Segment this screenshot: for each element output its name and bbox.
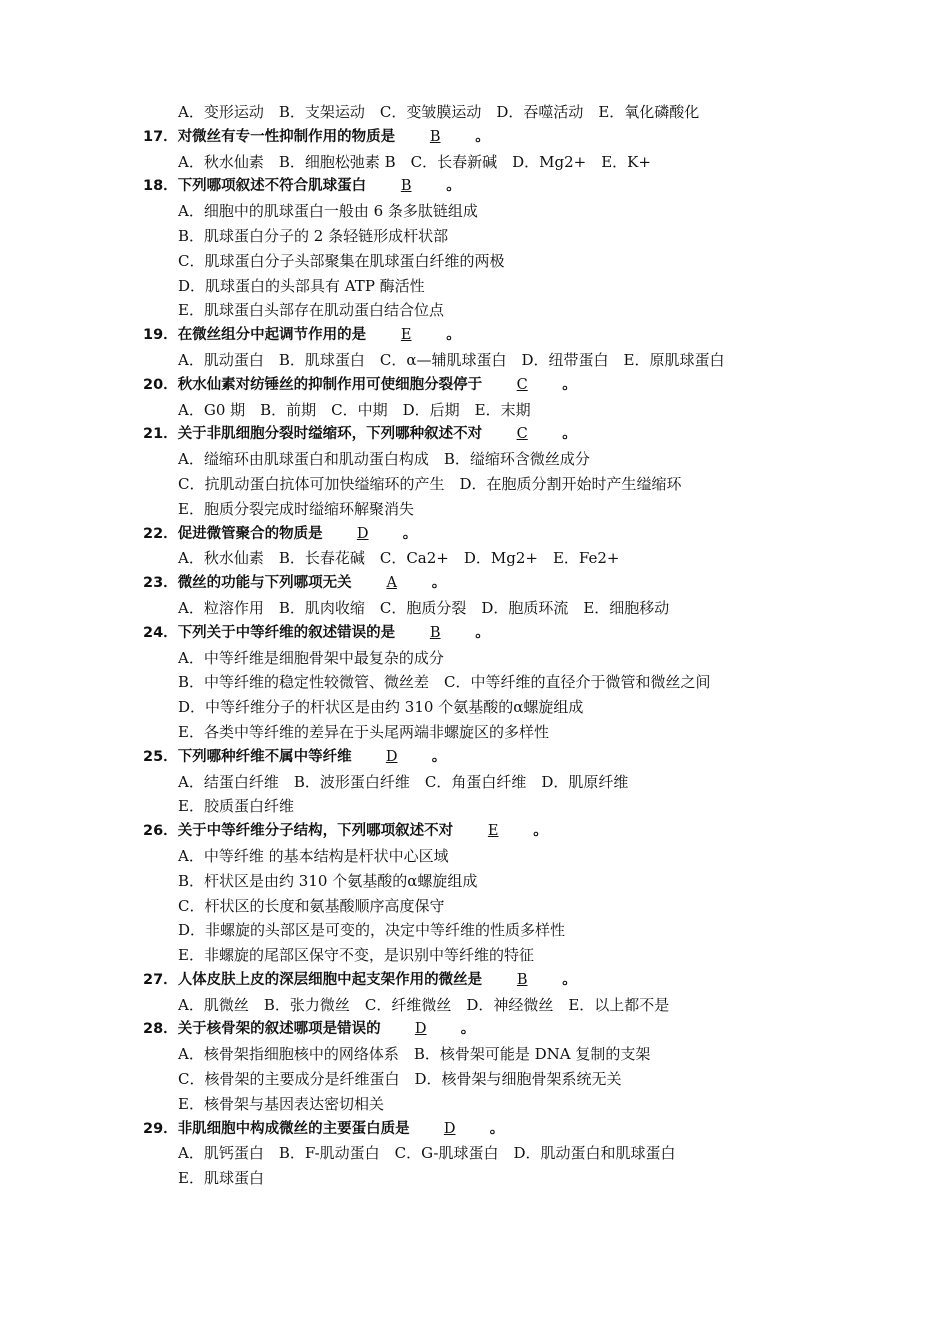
option-line: A．细胞中的肌球蛋白一般由 6 条多肽链组成 xyxy=(178,202,478,221)
question-text: 下列哪种纤维不属中等纤维 xyxy=(177,748,352,765)
question-line xyxy=(0,373,950,398)
question-line xyxy=(0,323,950,348)
question-number: 17． xyxy=(143,128,178,145)
question-line xyxy=(0,968,950,993)
option-line: A．缢缩环由肌球蛋白和肌动蛋白构成 B．缢缩环含微丝成分 xyxy=(178,450,590,469)
answer-blank: C xyxy=(516,426,528,443)
option-line: C．核骨架的主要成分是纤维蛋白 D．核骨架与细胞骨架系统无关 xyxy=(178,1070,622,1089)
answer-blank: D xyxy=(414,1021,427,1038)
question-text: 对微丝有专一性抑制作用的物质是 xyxy=(177,128,396,145)
question-text: 在微丝组分中起调节作用的是 xyxy=(177,327,367,344)
question-text: 人体皮肤上皮的深层细胞中起支架作用的微丝是 xyxy=(177,971,483,988)
question-end-mark: 。 xyxy=(402,525,418,542)
question-line xyxy=(0,422,950,447)
question-number: 24． xyxy=(143,624,178,641)
question-text: 秋水仙素对纺锤丝的抑制作用可使细胞分裂停于 xyxy=(177,376,483,393)
answer-blank: E xyxy=(487,823,499,840)
option-line: D．非螺旋的头部区是可变的，决定中等纤维的性质多样性 xyxy=(178,921,566,940)
question-line xyxy=(0,745,950,770)
option-line: D．肌球蛋白的头部具有 ATP 酶活性 xyxy=(178,276,425,295)
question-line xyxy=(0,571,950,596)
question-number: 18． xyxy=(143,178,178,195)
option-line: C．杆状区的长度和氨基酸顺序高度保守 xyxy=(178,896,445,915)
option-line: E．肌球蛋白 xyxy=(178,1169,264,1188)
answer-blank: A xyxy=(386,575,397,592)
question-text: 促进微管聚合的物质是 xyxy=(177,525,323,542)
option-line: A．G0 期 B．前期 C．中期 D．后期 E．末期 xyxy=(178,400,531,419)
option-line: B．杆状区是由约 310 个氨基酸的α螺旋组成 xyxy=(178,871,478,890)
question-line xyxy=(0,125,950,150)
answer-blank: B xyxy=(400,178,412,195)
answer-blank: C xyxy=(516,376,528,393)
question-line xyxy=(0,174,950,199)
option-line: A．核骨架指细胞核中的网络体系 B．核骨架可能是 DNA 复制的支架 xyxy=(178,1045,651,1064)
question-number: 22． xyxy=(143,525,178,542)
option-line: E．胶质蛋白纤维 xyxy=(178,797,294,816)
question-number: 20． xyxy=(143,376,178,393)
answer-blank: D xyxy=(356,525,369,542)
question-text: 下列哪项叙述不符合肌球蛋白 xyxy=(177,178,367,195)
document-page xyxy=(0,100,950,1191)
question-number: 25． xyxy=(143,748,178,765)
option-line: E．非螺旋的尾部区保守不变，是识别中等纤维的特征 xyxy=(178,946,534,965)
option-line: A．中等纤维是细胞骨架中最复杂的成分 xyxy=(178,648,444,667)
answer-blank: D xyxy=(385,748,398,765)
question-number: 28． xyxy=(143,1021,178,1038)
question-line xyxy=(0,1017,950,1042)
question-end-mark: 。 xyxy=(446,327,461,344)
question-end-mark: 。 xyxy=(431,748,447,765)
question-number: 19． xyxy=(143,327,178,344)
question-end-mark: 。 xyxy=(562,971,577,988)
option-line: E．核骨架与基因表达密切相关 xyxy=(178,1094,384,1113)
question-number: 26． xyxy=(143,823,178,840)
question-text: 下列关于中等纤维的叙述错误的是 xyxy=(177,624,396,641)
question-text: 关于核骨架的叙述哪项是错误的 xyxy=(177,1021,381,1038)
answer-blank: B xyxy=(429,624,441,641)
option-line: D．中等纤维分子的杆状区是由约 310 个氨基酸的α螺旋组成 xyxy=(178,698,584,717)
option-line: A．中等纤维 的基本结构是杆状中心区域 xyxy=(178,846,449,865)
option-line: E．肌球蛋白头部存在肌动蛋白结合位点 xyxy=(178,301,444,320)
option-line: A．秋水仙素 B．细胞松弛素 B C．长春新碱 D．Mg2+ E．K+ xyxy=(178,152,651,171)
option-line: A．肌动蛋白 B．肌球蛋白 C．α—辅肌球蛋白 D．纽带蛋白 E．原肌球蛋白 xyxy=(178,350,725,369)
answer-blank: D xyxy=(443,1120,456,1137)
option-line: C．抗肌动蛋白抗体可加快缢缩环的产生 D．在胞质分割开始时产生缢缩环 xyxy=(178,474,682,493)
question-end-mark: 。 xyxy=(562,426,577,443)
question-text: 微丝的功能与下列哪项无关 xyxy=(177,575,352,592)
question-line xyxy=(0,819,950,844)
option-line: A．肌微丝 B．张力微丝 C．纤维微丝 D．神经微丝 E．以上都不是 xyxy=(178,995,670,1014)
question-number: 29． xyxy=(143,1120,178,1137)
answer-blank: B xyxy=(429,128,441,145)
option-line: B．肌球蛋白分子的 2 条轻链形成杆状部 xyxy=(178,226,449,245)
option-line: C．肌球蛋白分子头部聚集在肌球蛋白纤维的两极 xyxy=(178,251,505,270)
question-number: 23． xyxy=(143,575,178,592)
question-text: 关于中等纤维分子结构，下列哪项叙述不对 xyxy=(177,823,454,840)
option-line: A．结蛋白纤维 B．波形蛋白纤维 C．角蛋白纤维 D．肌原纤维 xyxy=(178,772,629,791)
answer-blank: B xyxy=(516,971,528,988)
option-line: A．变形运动 B．支架运动 C．变皱膜运动 D．吞噬活动 E．氧化磷酸化 xyxy=(178,103,700,121)
question-text: 关于非肌细胞分裂时缢缩环，下列哪种叙述不对 xyxy=(177,426,483,443)
option-line: B．中等纤维的稳定性较微管、微丝差 C．中等纤维的直径介于微管和微丝之间 xyxy=(178,673,711,692)
option-line: A．粒溶作用 B．肌肉收缩 C．胞质分裂 D．胞质环流 E．细胞移动 xyxy=(178,598,670,617)
question-end-mark: 。 xyxy=(446,178,461,195)
option-line: A．肌钙蛋白 B．F-肌动蛋白 C．G-肌球蛋白 D．肌动蛋白和肌球蛋白 xyxy=(178,1144,676,1163)
question-end-mark: 。 xyxy=(475,624,490,641)
question-number: 27． xyxy=(143,971,178,988)
question-number: 21． xyxy=(143,426,178,443)
question-end-mark: 。 xyxy=(533,823,548,840)
option-line: E．各类中等纤维的差异在于头尾两端非螺旋区的多样性 xyxy=(178,722,549,741)
question-end-mark: 。 xyxy=(431,575,447,592)
option-line: E．胞质分裂完成时缢缩环解聚消失 xyxy=(178,499,414,518)
question-line xyxy=(0,1117,950,1142)
question-line xyxy=(0,522,950,547)
question-end-mark: 。 xyxy=(562,376,577,393)
question-text: 非肌细胞中构成微丝的主要蛋白质是 xyxy=(177,1120,410,1137)
question-line xyxy=(0,621,950,646)
question-end-mark: 。 xyxy=(489,1120,505,1137)
question-end-mark: 。 xyxy=(475,128,490,145)
question-end-mark: 。 xyxy=(460,1021,476,1038)
answer-blank: E xyxy=(400,327,412,344)
option-line: A．秋水仙素 B．长春花碱 C．Ca2+ D．Mg2+ E．Fe2+ xyxy=(178,549,620,568)
